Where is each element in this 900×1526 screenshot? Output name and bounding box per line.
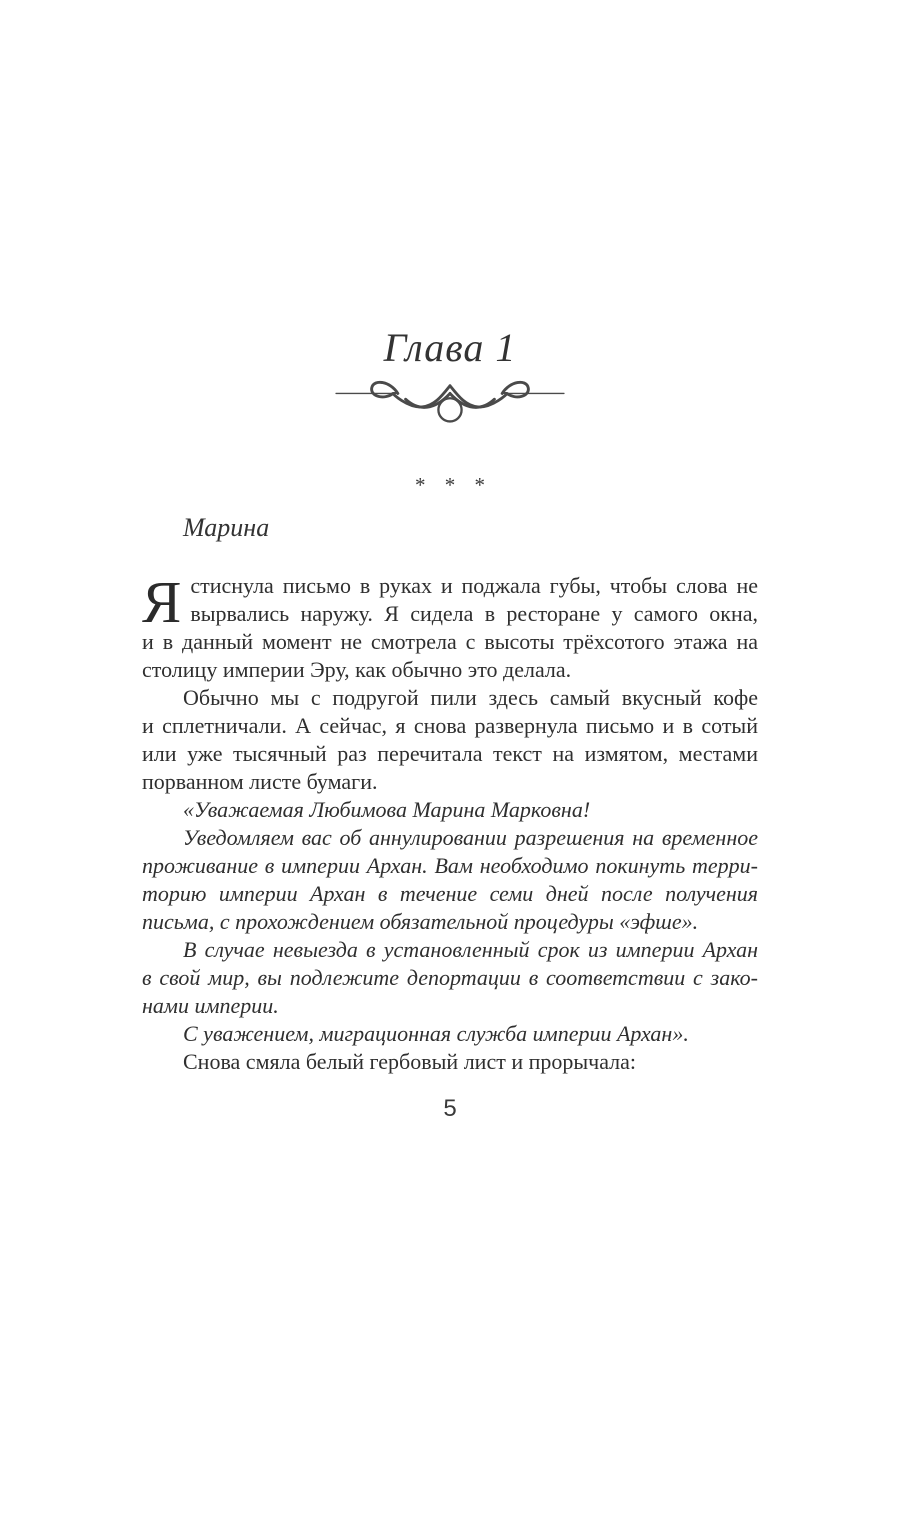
paragraph	[142, 1048, 758, 1076]
text-line: вырвались наружу. Я сидела в ресторане у самого окна,	[190, 601, 758, 626]
text-line: С уважением, миграционная служба империи Архан».	[183, 1021, 689, 1046]
text-line: и сплетничали. А сейчас, я снова развернула письмо и в сотый	[142, 713, 758, 738]
text-line: стиснула письмо в руках и поджала губы, чтобы слова не	[190, 573, 758, 598]
text-line: торию империи Архан в течение семи дней после получения	[142, 881, 758, 906]
text-line: в свой мир, вы подлежите депортации в соответствии с зако-	[142, 965, 758, 990]
text-line: и в данный момент не смотрела с высоты трёхсотого этажа на	[142, 629, 758, 654]
text-line: Снова смяла белый гербовый лист и прорычала:	[183, 1049, 637, 1074]
paragraph	[142, 1020, 758, 1048]
paragraph	[142, 569, 758, 684]
page-number: 5	[443, 1095, 457, 1122]
text-line: «Уважаемая Любимова Марина Марковна!	[183, 797, 591, 822]
paragraph	[142, 824, 758, 936]
text-line: Обычно мы с подругой пили здесь самый вкусный кофе	[183, 685, 758, 710]
drop-cap: Я	[142, 569, 182, 635]
body-text	[142, 569, 758, 1076]
chapter-divider	[0, 378, 900, 434]
text-line: нами империи.	[142, 993, 279, 1018]
text-line: проживание в империи Архан. Вам необходимо покинуть терри-	[142, 853, 758, 878]
paragraph	[142, 796, 758, 824]
paragraph	[142, 684, 758, 796]
pov-character-name: Марина	[183, 513, 270, 542]
paragraph	[142, 936, 758, 1020]
flourish-ornament-icon	[334, 378, 566, 434]
text-line: В случае невыезда в установленный срок из империи Архан	[183, 937, 758, 962]
scene-break-asterisks: * * *	[415, 473, 485, 497]
text-line: столицу империи Эру, как обычно это делала.	[142, 657, 572, 682]
text-line: письма, с прохождением обязательной процедуры «эфше».	[142, 909, 699, 934]
text-line: или уже тысячный раз перечитала текст на измятом, местами	[142, 741, 758, 766]
book-page	[0, 326, 900, 1526]
text-line: порванном листе бумаги.	[142, 769, 378, 794]
text-line: Уведомляем вас об аннулировании разрешения на временное	[183, 825, 758, 850]
chapter-title: Глава 1	[383, 325, 517, 370]
